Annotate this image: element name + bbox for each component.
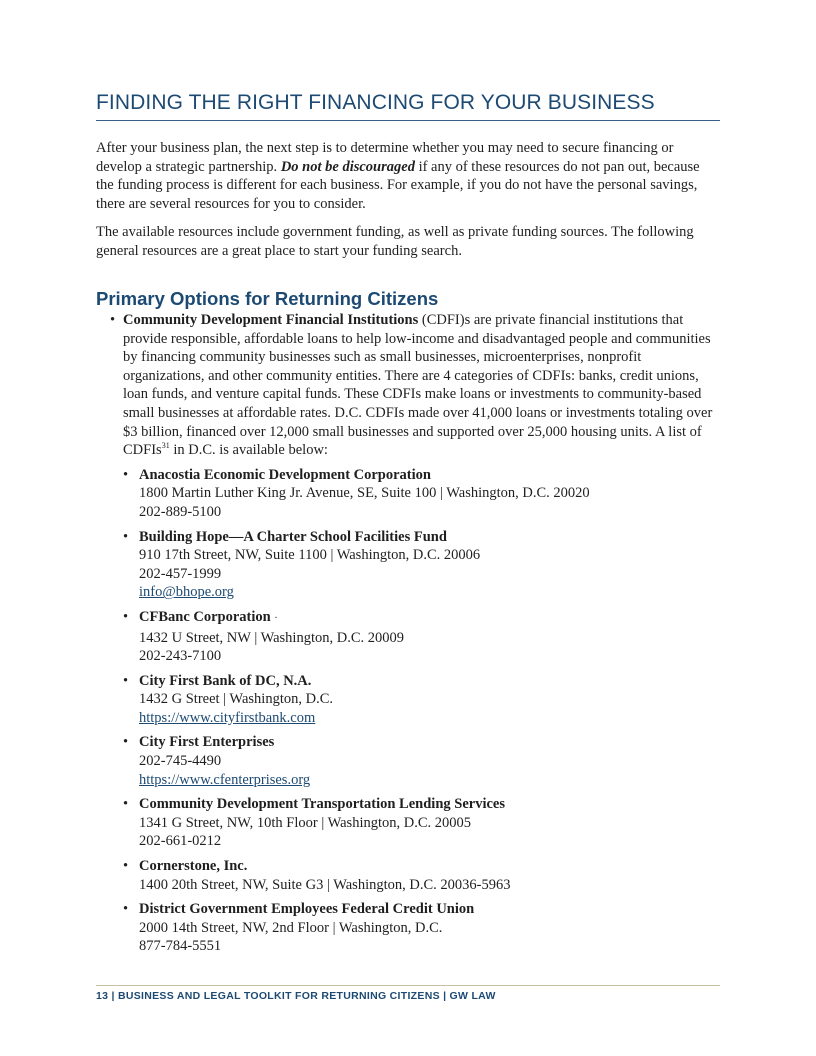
cdfi-list-item (110, 311, 720, 956)
institution-address: 1432 U Street, NW | Washington, D.C. 20009 (139, 629, 405, 646)
intro-text-start: After your business plan, the next step is to determine whether you may need to secure financing or develop a strategic partnership. (96, 140, 674, 175)
title-divider (96, 120, 720, 121)
cdfi-description-end: in D.C. is available below: (169, 442, 328, 459)
bullet: • (123, 528, 129, 545)
institution-name: Anacostia Economic Development Corporation (139, 466, 431, 483)
institution-name-line (139, 857, 720, 876)
bullet: • (123, 734, 129, 751)
institution-address: 910 17th Street, NW, Suite 1100 | Washington, D.C. 20006 (139, 547, 481, 564)
institution-name-line (139, 733, 720, 752)
cdfi-institution-list (123, 466, 720, 956)
institution-address: 1341 G Street, NW, 10th Floor | Washington, D.C. 20005 (139, 814, 472, 831)
bullet: • (123, 901, 129, 918)
list-item (123, 795, 720, 851)
institution-name: CFBanc Corporation (139, 608, 275, 625)
institution-phone: 202-457-1999 (139, 565, 222, 582)
institution-link[interactable]: https://www.cityfirstbank.com (139, 709, 316, 726)
cdfi-description: (CDFI)s are private financial institutions that provide responsible, affordable loans to help low-income and disadvantaged people and communities by financing community businesses such as small businesses, microenterprises, nonprofit organizations, and other community entities. There are 4 categories of CDFIs: banks, credit unions, loan funds, and venture capital funds. These CDFIs make loans or investments to community-based small businesses at affordable rates. D.C. CDFIs made over 41,000 loans or investments totaling over $3 billion, financed over 12,000 small businesses and supported over 25,000 housing units. A list of CDFIs (123, 312, 713, 459)
institution-link-line (139, 583, 720, 602)
list-item (123, 733, 720, 789)
page-title: FINDING THE RIGHT FINANCING FOR YOUR BUSINESS (96, 91, 655, 114)
institution-name: Cornerstone, Inc. (139, 858, 248, 875)
institution-name-line (139, 466, 720, 485)
list-item (123, 857, 720, 894)
institution-name: City First Bank of DC, N.A. (139, 672, 312, 689)
institution-address: 1432 G Street | Washington, D.C. (139, 691, 333, 708)
bullet: • (123, 796, 129, 813)
institution-link-line (139, 709, 720, 728)
cdfi-name: Community Development Financial Institutions (123, 312, 419, 328)
institution-name-line (139, 795, 720, 814)
institution-address: 1800 Martin Luther King Jr. Avenue, SE, Suite 100 | Washington, D.C. 20020 (139, 485, 590, 502)
institution-name-mark: · (274, 612, 278, 624)
institution-name-line (139, 900, 720, 919)
primary-options-list (110, 311, 720, 962)
institution-name: Building Hope—A Charter School Facilities Fund (139, 528, 447, 545)
institution-name: District Government Employees Federal Credit Union (139, 901, 475, 918)
list-item (123, 528, 720, 602)
section-heading: Primary Options for Returning Citizens (96, 288, 439, 309)
institution-name-line (139, 608, 720, 629)
institution-link[interactable]: info@bhope.org (139, 584, 234, 601)
institution-phone: 202-745-4490 (139, 753, 222, 770)
list-item (123, 466, 720, 522)
intro-paragraph-1 (96, 139, 720, 213)
bullet: • (123, 858, 129, 875)
page-footer: 13 | BUSINESS AND LEGAL TOOLKIT FOR RETURNING CITIZENS | GW LAW (96, 990, 496, 1002)
intro-paragraph-2: The available resources include government funding, as well as private funding sources. The following general resources are a great place to start your funding search. (96, 224, 694, 259)
institution-address: 1400 20th Street, NW, Suite G3 | Washington, D.C. 20036-5963 (139, 876, 511, 893)
institution-phone: 202-243-7100 (139, 648, 222, 665)
bullet: • (110, 312, 116, 328)
list-item (123, 900, 720, 956)
list-item (123, 672, 720, 728)
institution-name-line (139, 528, 720, 547)
institution-name: Community Development Transportation Lending Services (139, 796, 505, 813)
institution-link-line (139, 771, 720, 790)
intro-section (96, 139, 720, 271)
intro-emphasis: Do not be discouraged (280, 158, 415, 175)
bullet: • (123, 466, 129, 483)
intro-text-end: if any of these resources do not pan out, because the funding process is different for each business. For example, if you do not have the personal savings, there are several resources for you to consider. (96, 158, 700, 212)
institution-phone: 202-661-0212 (139, 833, 222, 850)
institution-phone: 202-889-5100 (139, 503, 222, 520)
list-item (123, 608, 720, 666)
institution-name: City First Enterprises (139, 734, 275, 751)
institution-phone: 877-784-5551 (139, 938, 222, 955)
footer-divider (96, 985, 720, 986)
bullet: • (123, 608, 129, 625)
footnote-marker[interactable]: 31 (161, 441, 170, 451)
institution-link[interactable]: https://www.cfenterprises.org (139, 771, 311, 788)
institution-name-line (139, 672, 720, 691)
institution-address: 2000 14th Street, NW, 2nd Floor | Washington, D.C. (139, 919, 443, 936)
bullet: • (123, 672, 129, 689)
